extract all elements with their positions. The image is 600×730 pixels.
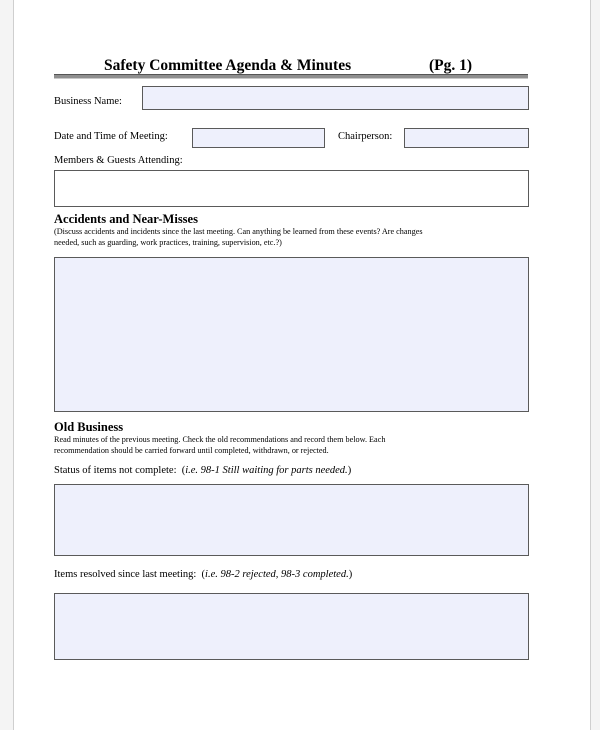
accidents-heading: Accidents and Near-Misses <box>54 212 198 226</box>
accidents-description-line-2: needed, such as guarding, work practices, training, supervision, etc.?) <box>54 238 282 247</box>
status-label-text: Status of items not complete: <box>54 465 177 476</box>
members-field[interactable] <box>54 170 529 207</box>
accidents-description-line-1: (Discuss accidents and incidents since the last meeting. Can anything be learned from these events? Are changes <box>54 227 423 236</box>
status-incomplete-label <box>54 465 351 476</box>
old-business-heading: Old Business <box>54 420 124 434</box>
business-name-field[interactable] <box>142 86 529 110</box>
status-example: i.e. 98-1 Still waiting for parts needed. <box>185 465 348 476</box>
date-time-label: Date and Time of Meeting: <box>54 131 168 142</box>
members-label: Members & Guests Attending: <box>54 155 183 166</box>
form-title: Safety Committee Agenda & Minutes <box>104 57 352 74</box>
accidents-field[interactable] <box>54 257 529 412</box>
resolved-example: i.e. 98-2 rejected, 98-3 completed. <box>205 569 349 580</box>
date-time-field[interactable] <box>192 128 325 148</box>
chairperson-field[interactable] <box>404 128 529 148</box>
items-resolved-label <box>54 569 352 580</box>
resolved-example-close: ) <box>348 569 353 580</box>
title-divider <box>54 74 528 79</box>
status-incomplete-field[interactable] <box>54 484 529 556</box>
chairperson-label: Chairperson: <box>338 131 393 142</box>
page-number: (Pg. 1) <box>429 57 473 74</box>
old-business-description-line-2: recommendation should be carried forward until completed, withdrawn, or rejected. <box>54 446 329 455</box>
status-example-close: ) <box>347 465 352 476</box>
resolved-example-open: ( <box>201 569 206 580</box>
form-page <box>13 0 591 730</box>
business-name-label: Business Name: <box>54 96 122 107</box>
old-business-description <box>54 434 534 456</box>
accidents-description <box>54 226 534 248</box>
items-resolved-field[interactable] <box>54 593 529 660</box>
status-example-open: ( <box>181 465 186 476</box>
resolved-label-text: Items resolved since last meeting: <box>54 569 197 580</box>
old-business-description-line-1: Read minutes of the previous meeting. Check the old recommendations and record them below. Each <box>54 435 386 444</box>
